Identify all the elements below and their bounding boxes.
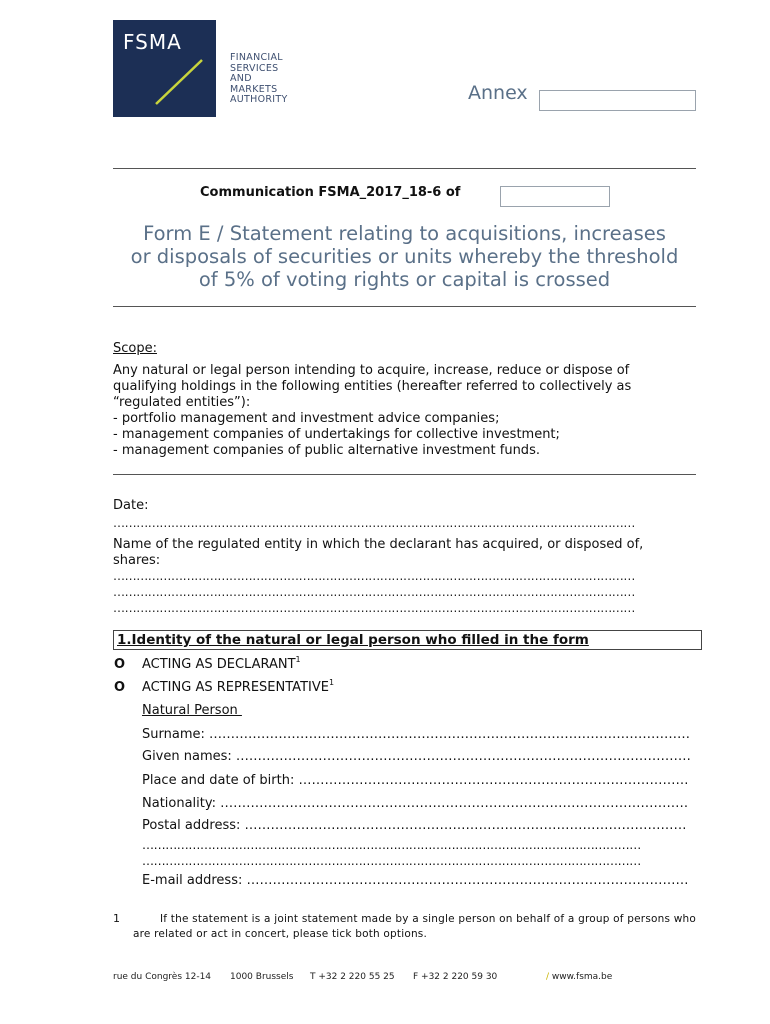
- form-title-line: of 5% of voting rights or capital is crossed: [198, 268, 611, 291]
- annex-input[interactable]: [539, 90, 696, 111]
- logo-caption-line: AUTHORITY: [230, 94, 288, 105]
- footnote-ref: 1: [328, 678, 335, 687]
- form-title-line: Form E / Statement relating to acquisitions, increases: [143, 222, 666, 245]
- footnote-number: 1: [113, 912, 120, 925]
- logo-caption-line: FINANCIAL: [230, 52, 283, 63]
- postal-address-field[interactable]: Postal address: …………………………………………………………………………………………: [142, 818, 687, 833]
- footnote-text: If the statement is a joint statement made by a single person on behalf of a group of persons who are related or act in concert, please tick both options.: [133, 913, 696, 940]
- postal-address-field[interactable]: …………………………………………………………………………………………………………………: [142, 854, 641, 868]
- divider: [113, 168, 696, 169]
- declarant-option-radio[interactable]: O: [114, 657, 126, 672]
- communication-label: Communication FSMA_2017_18-6 of: [200, 185, 461, 200]
- declarant-option-text: ACTING AS DECLARANT: [142, 657, 296, 672]
- regulated-entity-field[interactable]: ………………………………………………………………………………………………………………………: [113, 601, 636, 615]
- form-title: [113, 222, 696, 291]
- regulated-entity-label-cont: shares:: [113, 553, 161, 568]
- surname-field[interactable]: Surname: …………………………………………………………………………………………………: [142, 727, 690, 742]
- scope-line: qualifying holdings in the following entities (hereafter referred to collectively as: [113, 379, 632, 394]
- annex-label: Annex: [468, 82, 528, 104]
- form-title-line: or disposals of securities or units whereby the threshold: [130, 245, 679, 268]
- communication-date-input[interactable]: [500, 186, 610, 207]
- footer-web-prefix: /: [546, 972, 550, 982]
- representative-option-radio[interactable]: O: [114, 680, 126, 695]
- scope-line: - portfolio management and investment advice companies;: [113, 411, 500, 426]
- footer-fax: F +32 2 220 59 30: [413, 972, 498, 982]
- regulated-entity-field[interactable]: ………………………………………………………………………………………………………………………: [113, 569, 636, 583]
- scope-line: - management companies of undertakings for collective investment;: [113, 427, 560, 442]
- date-field[interactable]: ………………………………………………………………………………………………………………………: [113, 516, 636, 530]
- scope-line: Any natural or legal person intending to acquire, increase, reduce or dispose of: [113, 363, 630, 378]
- declarant-option-label: [142, 657, 301, 672]
- scope-body: [113, 363, 696, 459]
- regulated-entity-label: Name of the regulated entity in which the declarant has acquired, or disposed of,: [113, 537, 644, 552]
- footnote-ref: 1: [295, 655, 301, 664]
- scope-line: “regulated entities”):: [113, 395, 251, 410]
- section-1-title: 1.Identity of the natural or legal person who filled in the form: [117, 632, 589, 648]
- logo-caption: [230, 53, 288, 106]
- postal-address-field[interactable]: …………………………………………………………………………………………………………………: [142, 838, 641, 852]
- page-footer: [113, 972, 612, 982]
- divider: [113, 306, 696, 307]
- scope-line: - management companies of public alternative investment funds.: [113, 443, 540, 458]
- logo-caption-line: SERVICES: [230, 62, 279, 74]
- representative-option-text: ACTING AS REPRESENTATIVE: [142, 680, 329, 695]
- divider: [113, 474, 696, 475]
- regulated-entity-field[interactable]: ………………………………………………………………………………………………………………………: [113, 585, 636, 599]
- natural-person-heading: Natural Person: [142, 703, 242, 718]
- footer-city: 1000 Brussels: [230, 972, 294, 982]
- footer-street: rue du Congrès 12-14: [113, 972, 212, 982]
- footer-web-link[interactable]: www.fsma.be: [551, 972, 613, 982]
- logo-caption-line: AND: [230, 73, 252, 84]
- logo-wordmark: FSMA: [123, 30, 182, 54]
- fsma-logo: [113, 20, 216, 117]
- given-names-field[interactable]: Given names: ……………………………………………………………………………………………: [142, 749, 691, 764]
- logo-caption-line: MARKETS: [230, 83, 278, 95]
- birth-field[interactable]: Place and date of birth: ………………………………………………………………………………: [142, 773, 689, 788]
- section-1-header: [113, 630, 702, 650]
- date-label: Date:: [113, 498, 149, 513]
- scope-heading: Scope:: [113, 341, 157, 356]
- representative-option-label: [142, 680, 334, 695]
- footer-phone: T +32 2 220 55 25: [310, 972, 395, 982]
- email-field[interactable]: E-mail address: …………………………………………………………………………………………: [142, 873, 689, 888]
- nationality-field[interactable]: Nationality: ………………………………………………………………………………………………: [142, 796, 689, 811]
